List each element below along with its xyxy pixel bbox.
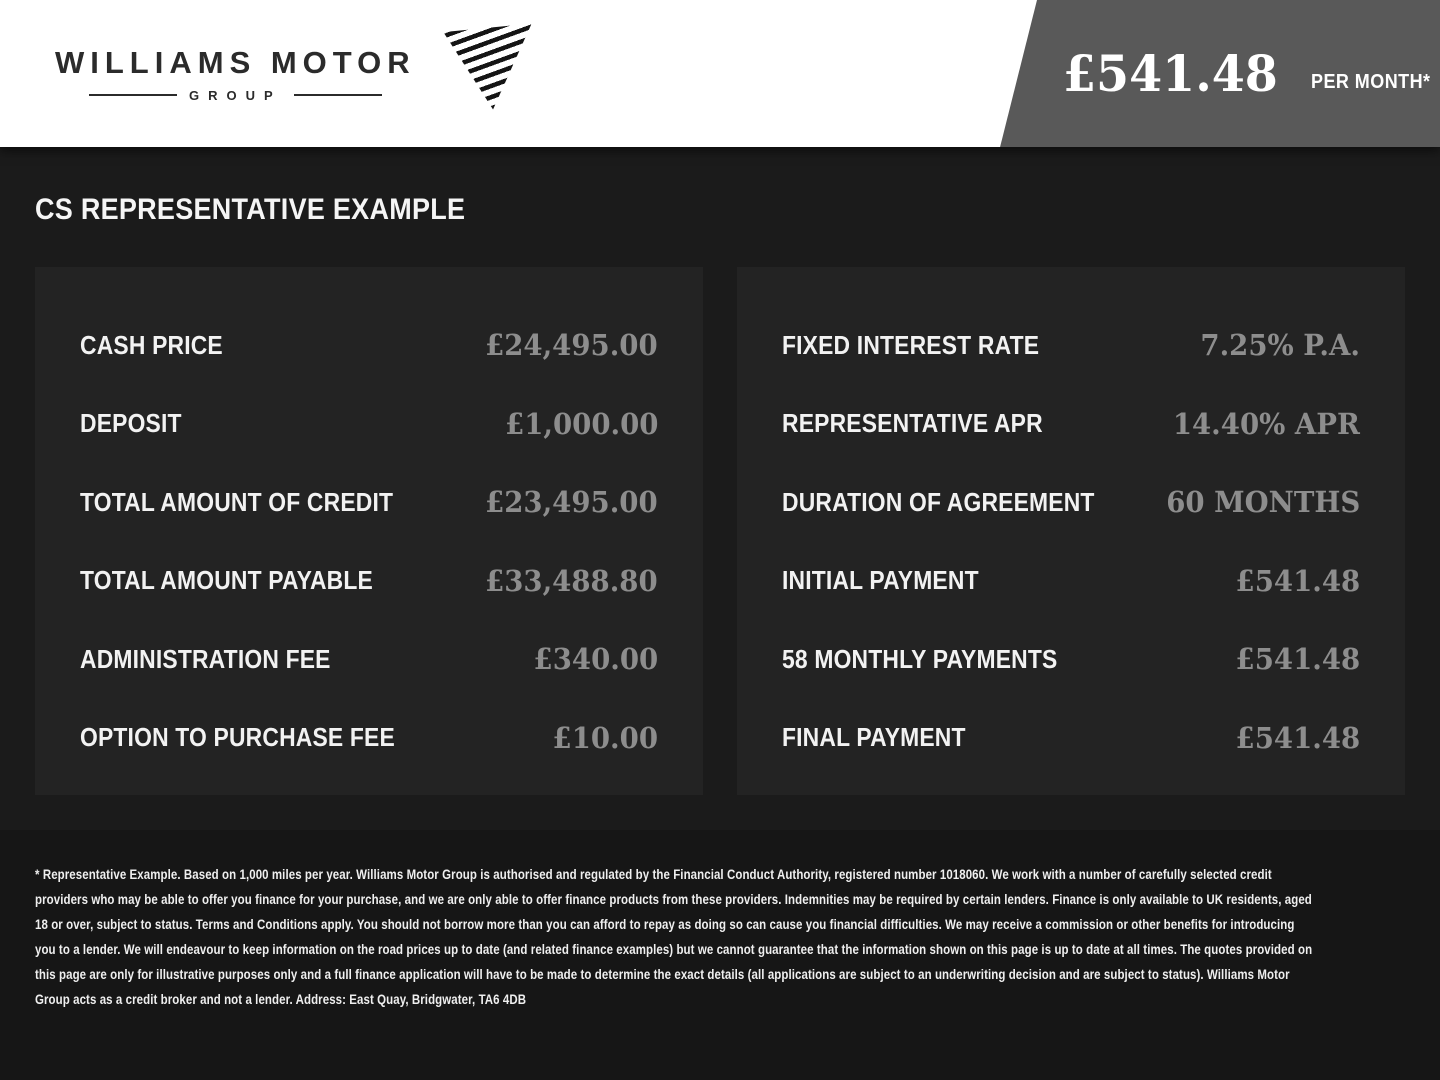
finance-row-value: £23,495.00 (485, 485, 658, 520)
brand-group-label: GROUP (189, 87, 282, 103)
footer-section (0, 830, 1440, 1080)
finance-row-value: £10.00 (552, 720, 658, 755)
price-banner-content (1037, 0, 1440, 147)
table-row (80, 306, 658, 385)
finance-row-value: £541.48 (1235, 642, 1360, 677)
finance-row-label: CASH PRICE (80, 329, 223, 360)
finance-row-value: £33,488.80 (485, 563, 658, 598)
finance-row-value: 7.25% P.A. (1200, 328, 1360, 363)
footer-disclaimer: * Representative Example. Based on 1,000 miles per year. Williams Motor Group is authorised and regulated by the Financial Conduct Authority, registered number 1018060. We work with a number of carefully selected credit providers who may be able to offer you finance for your purchase, and we are only able to offer finance products from these providers. Indemnities may be required by certain lenders. Finance is only available to UK residents, aged 18 or over, subject to status. Terms and Conditions apply. You should not borrow more than you can afford to repay as doing so can cause you financial difficulties. We may receive a commission or other benefits for introducing you to a lender. We will endeavour to keep information on the road prices up to date (and related finance examples) but we cannot guarantee that the information shown on this page is up to date at all times. The quotes provided on this page are only for illustrative purposes only and a full finance application will have to be made to determine the exact details (all applications are subject to an underwriting decision and are subject to status). Williams Motor Group acts as a credit broker and not a lender. Address: East Quay, Bridgwater, TA6 4DB (35, 866, 1313, 1007)
finance-row-value: £1,000.00 (504, 406, 658, 441)
page-title: CS REPRESENTATIVE EXAMPLE (35, 193, 466, 226)
finance-row-label: 58 MONTHLY PAYMENTS (782, 643, 1058, 674)
brand-triangle-icon (440, 24, 532, 110)
finance-row-value: £340.00 (533, 642, 658, 677)
finance-row-value: 60 MONTHS (1165, 485, 1360, 520)
finance-panel-left (35, 267, 703, 795)
finance-row-value: £541.48 (1235, 563, 1360, 598)
monthly-price-period: PER MONTH* (1311, 71, 1431, 93)
table-row (80, 542, 658, 621)
table-row (782, 463, 1360, 542)
finance-row-value: 14.40% APR (1172, 406, 1360, 441)
header (0, 0, 1440, 147)
table-row (80, 699, 658, 778)
finance-row-label: INITIAL PAYMENT (782, 565, 979, 596)
finance-row-label: TOTAL AMOUNT OF CREDIT (80, 486, 394, 517)
left-rule-divider (89, 94, 177, 96)
table-row (782, 699, 1360, 778)
finance-row-label: DURATION OF AGREEMENT (782, 486, 1095, 517)
table-row (782, 306, 1360, 385)
monthly-price-amount: £541.48 (1063, 43, 1278, 103)
brand-logo (55, 0, 532, 147)
table-row (782, 385, 1360, 464)
finance-row-label: TOTAL AMOUNT PAYABLE (80, 565, 373, 596)
price-banner (1000, 0, 1440, 147)
table-row (782, 620, 1360, 699)
finance-panels (35, 267, 1405, 795)
main-section (0, 147, 1440, 830)
table-row (782, 542, 1360, 621)
brand-wordmark (55, 45, 416, 103)
brand-name: WILLIAMS MOTOR (55, 44, 416, 80)
table-row (80, 463, 658, 542)
finance-row-label: FIXED INTEREST RATE (782, 329, 1040, 360)
finance-panel-right (737, 267, 1405, 795)
finance-row-label: REPRESENTATIVE APR (782, 408, 1043, 439)
table-row (80, 620, 658, 699)
brand-group-row (55, 88, 416, 103)
right-rule-divider (294, 94, 382, 96)
table-row (80, 385, 658, 464)
finance-row-label: DEPOSIT (80, 408, 182, 439)
finance-row-label: FINAL PAYMENT (782, 722, 966, 753)
finance-row-value: £24,495.00 (485, 328, 658, 363)
finance-row-label: ADMINISTRATION FEE (80, 643, 331, 674)
finance-row-label: OPTION TO PURCHASE FEE (80, 722, 395, 753)
finance-row-value: £541.48 (1235, 720, 1360, 755)
